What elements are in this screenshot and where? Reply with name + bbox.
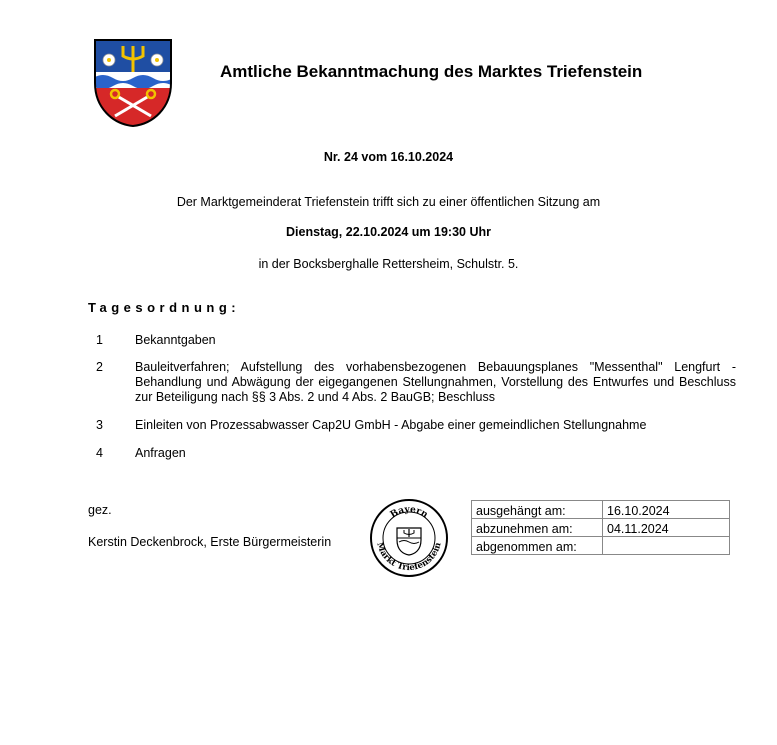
- page-title: Amtliche Bekanntmachung des Marktes Triefenstein: [220, 62, 643, 81]
- signer-name: Kerstin Deckenbrock, Erste Bürgermeisterin: [88, 535, 332, 549]
- seal-text-bottom: Markt Triefenstein: [374, 541, 444, 574]
- table-row: [472, 537, 730, 555]
- official-seal-icon: [369, 498, 449, 578]
- posting-table: [471, 500, 730, 555]
- meeting-date-time: Dienstag, 22.10.2024 um 19:30 Uhr: [286, 225, 491, 239]
- agenda-heading: Tagesordnung:: [88, 300, 241, 315]
- agenda-item-number: 3: [96, 418, 103, 432]
- meeting-location: in der Bocksberghalle Rettersheim, Schulstr. 5.: [258, 257, 519, 271]
- posting-value: [603, 537, 730, 555]
- posting-value: 16.10.2024: [603, 501, 730, 519]
- agenda-item-number: 2: [96, 360, 103, 374]
- posting-label: abzunehmen am:: [472, 519, 603, 537]
- notice-number: Nr. 24 vom 16.10.2024: [323, 150, 454, 164]
- posting-label: abgenommen am:: [472, 537, 603, 555]
- agenda-item-text: Einleiten von Prozessabwasser Cap2U GmbH - Abgabe einer gemeindlichen Stellungnahme: [135, 418, 647, 432]
- agenda-item-text: Bauleitverfahren; Aufstellung des vorhabensbezogenen Bebauungsplanes "Messenthal" Lengfurt - Behandlung und Abwägung der eigegangenen Stellungnahmen, Vorstellung des Entwurfes und Beschluss zur Beteiligung nach §§ 3 Abs. 2 und 4 Abs. 2 BauGB; Beschluss: [135, 360, 736, 404]
- svg-text:Bayern: [389, 505, 430, 521]
- signature-gez: gez.: [88, 503, 112, 517]
- posting-value: 04.11.2024: [603, 519, 730, 537]
- table-row: [472, 501, 730, 519]
- coat-of-arms-icon: [93, 38, 173, 128]
- meeting-intro: Der Marktgemeinderat Triefenstein trifft sich zu einer öffentlichen Sitzung am: [176, 195, 601, 209]
- agenda-item-number: 4: [96, 446, 103, 460]
- table-row: [472, 519, 730, 537]
- agenda-item-text: Anfragen: [135, 446, 186, 460]
- seal-text-top: Bayern: [388, 504, 430, 521]
- agenda-item-text: Bekanntgaben: [135, 333, 216, 347]
- posting-label: ausgehängt am:: [472, 501, 603, 519]
- agenda-item-number: 1: [96, 333, 103, 347]
